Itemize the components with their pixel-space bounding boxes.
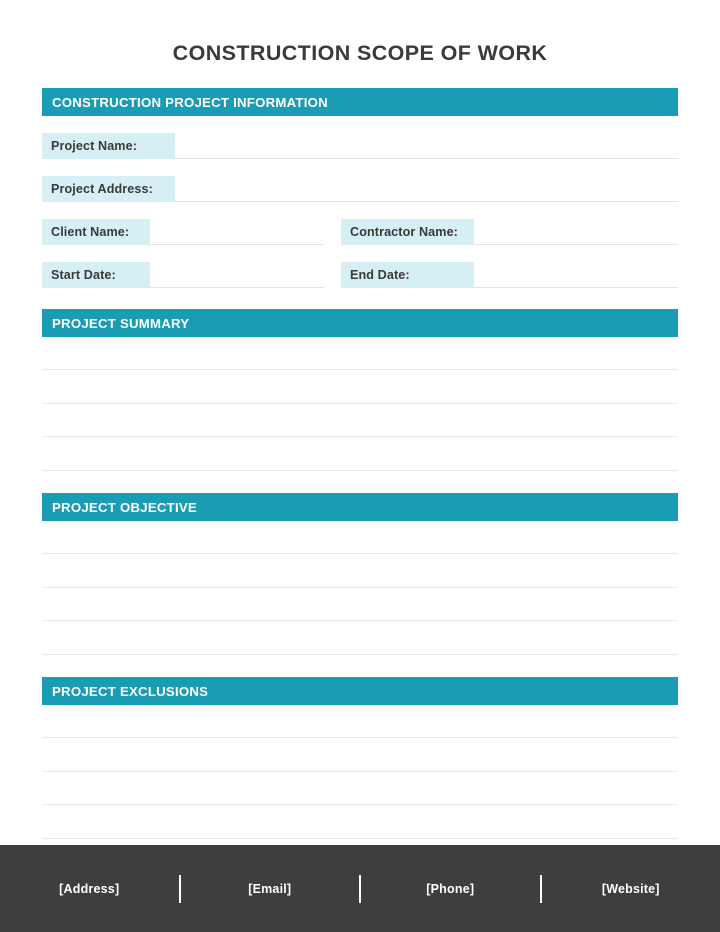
project-name-input[interactable] xyxy=(175,134,678,159)
contractor-name-input[interactable] xyxy=(474,220,678,245)
section-header-exclusions xyxy=(42,677,678,705)
section-header-summary xyxy=(42,309,678,337)
field-project-name xyxy=(42,133,678,159)
page-title: CONSTRUCTION SCOPE OF WORK xyxy=(172,41,548,65)
ruled-line[interactable] xyxy=(42,437,678,470)
section-header-exclusions-label: PROJECT EXCLUSIONS xyxy=(52,683,209,699)
exclusions-writing-area[interactable] xyxy=(42,705,678,839)
field-end-date-label: End Date: xyxy=(341,262,474,288)
ruled-line[interactable] xyxy=(42,738,678,771)
footer-item-phone[interactable]: [Phone] xyxy=(426,881,475,896)
ruled-line[interactable] xyxy=(42,404,678,437)
ruled-line[interactable] xyxy=(42,588,678,621)
field-contractor-name xyxy=(341,219,678,245)
client-name-input[interactable] xyxy=(150,220,324,245)
ruled-line[interactable] xyxy=(42,554,678,587)
field-start-date xyxy=(42,262,324,288)
field-project-name-label: Project Name: xyxy=(42,133,175,159)
ruled-line[interactable] xyxy=(42,521,678,554)
field-client-name-label: Client Name: xyxy=(42,219,150,245)
field-project-address xyxy=(42,176,678,202)
footer-item-website[interactable]: [Website] xyxy=(601,881,660,896)
project-address-input[interactable] xyxy=(175,177,678,202)
section-header-objective-label: PROJECT OBJECTIVE xyxy=(52,499,197,515)
section-header-objective xyxy=(42,493,678,521)
ruled-line[interactable] xyxy=(42,621,678,654)
field-project-address-label: Project Address: xyxy=(42,176,175,202)
section-header-information-label: CONSTRUCTION PROJECT INFORMATION xyxy=(52,94,328,110)
field-client-name xyxy=(42,219,324,245)
field-end-date xyxy=(341,262,678,288)
ruled-line[interactable] xyxy=(42,370,678,403)
ruled-line[interactable] xyxy=(42,337,678,370)
section-header-summary-label: PROJECT SUMMARY xyxy=(52,315,190,331)
footer-item-address[interactable]: [Address] xyxy=(59,881,120,896)
ruled-line[interactable] xyxy=(42,705,678,738)
ruled-line[interactable] xyxy=(42,772,678,805)
summary-writing-area[interactable] xyxy=(42,337,678,471)
end-date-input[interactable] xyxy=(474,263,678,288)
field-start-date-label: Start Date: xyxy=(42,262,150,288)
footer-item-email[interactable]: [Email] xyxy=(248,881,292,896)
section-header-information xyxy=(42,88,678,116)
ruled-line[interactable] xyxy=(42,805,678,838)
page-footer xyxy=(0,845,720,932)
objective-writing-area[interactable] xyxy=(42,521,678,655)
start-date-input[interactable] xyxy=(150,263,324,288)
field-contractor-name-label: Contractor Name: xyxy=(341,219,474,245)
